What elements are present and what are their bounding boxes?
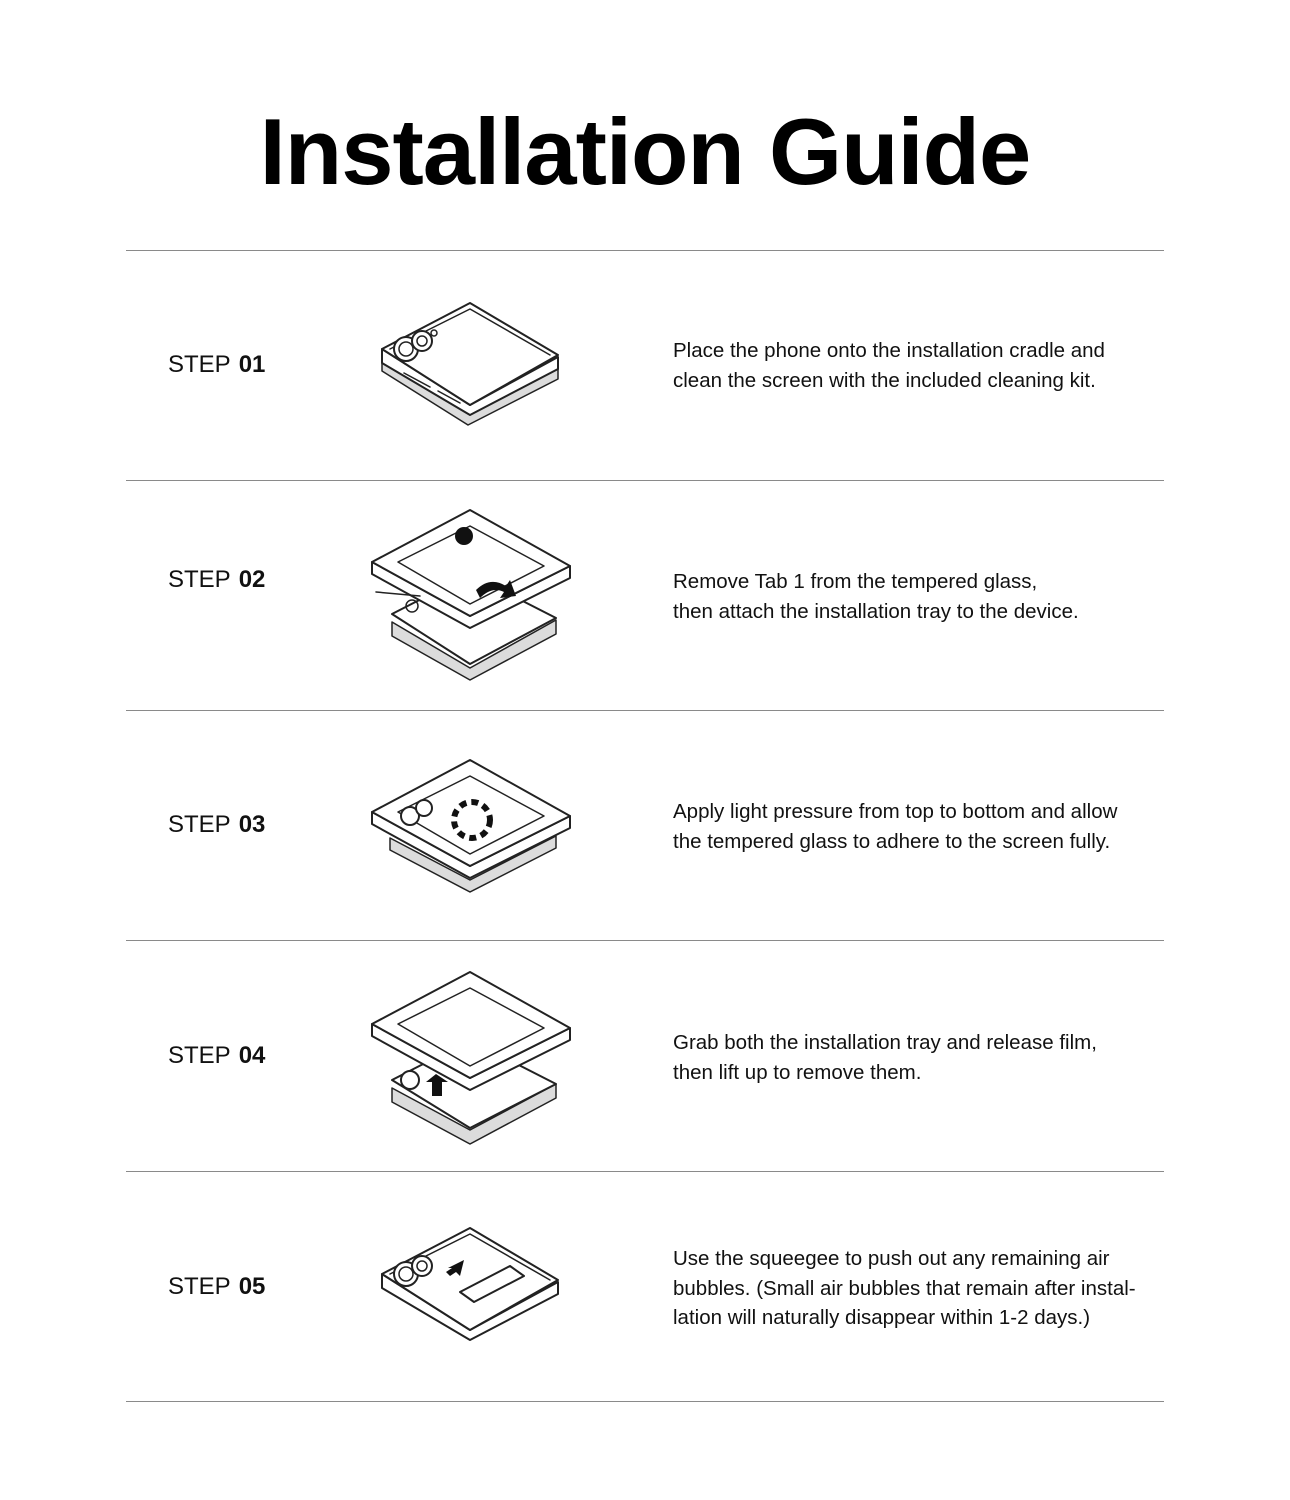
step-1-description (673, 336, 1153, 395)
step-2-label (168, 566, 265, 594)
step-2-description (673, 567, 1153, 626)
step-3-description (673, 797, 1153, 856)
description-line: lation will naturally disappear within 1-2 days.) (673, 1306, 1091, 1329)
divider (126, 480, 1164, 481)
description-line: bubbles. (Small air bubbles that remain after instal- (673, 1276, 1136, 1300)
step-number: 04 (238, 1042, 266, 1069)
divider (126, 1171, 1164, 1172)
divider (126, 1401, 1164, 1402)
step-number: 02 (238, 566, 266, 593)
description-line: Remove Tab 1 from the tempered glass, (673, 570, 1038, 593)
step-number: 03 (238, 811, 266, 838)
step-1-label (168, 351, 265, 379)
description-line: Apply light pressure from top to bottom and allow (673, 800, 1118, 823)
description-line: then lift up to remove them. (673, 1060, 922, 1084)
phone-on-cradle-icon (360, 295, 580, 485)
page-title: Installation Guide (259, 99, 1031, 204)
step-5-label (168, 1273, 265, 1301)
step-4-description (673, 1028, 1153, 1087)
step-number: 05 (238, 1273, 266, 1300)
description-line: Use the squeegee to push out any remaining air (673, 1247, 1110, 1270)
divider (126, 710, 1164, 711)
step-word: STEP (168, 566, 231, 593)
step-number: 01 (238, 351, 266, 378)
remove-tab-attach-tray-icon (360, 500, 580, 690)
divider (126, 940, 1164, 941)
lift-tray-icon (360, 962, 580, 1152)
step-word: STEP (168, 811, 231, 838)
step-word: STEP (168, 351, 231, 378)
step-word: STEP (168, 1042, 231, 1069)
description-line: the tempered glass to adhere to the screen fully. (673, 829, 1111, 853)
press-glass-icon (360, 750, 580, 940)
description-line: Place the phone onto the installation cradle and (673, 339, 1105, 362)
divider (126, 250, 1164, 251)
description-line: Grab both the installation tray and release film, (673, 1031, 1097, 1054)
squeegee-icon (360, 1220, 580, 1410)
step-4-label (168, 1042, 265, 1070)
step-5-description (673, 1244, 1153, 1333)
step-word: STEP (168, 1273, 231, 1300)
description-line: then attach the installation tray to the device. (673, 599, 1079, 623)
description-line: clean the screen with the included cleaning kit. (673, 368, 1096, 392)
step-3-label (168, 811, 265, 839)
